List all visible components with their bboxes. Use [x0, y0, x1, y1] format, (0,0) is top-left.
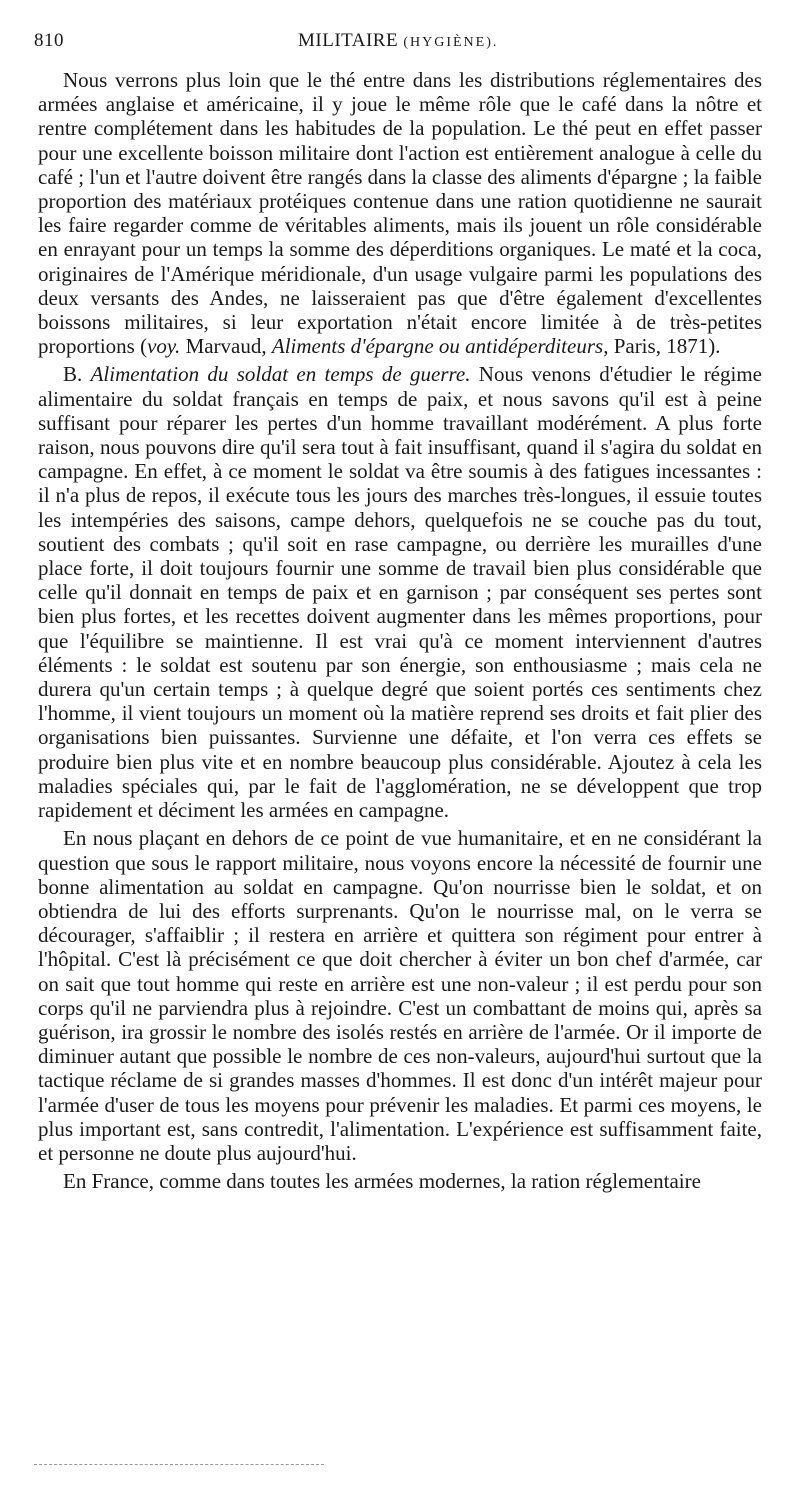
running-head	[34, 30, 774, 60]
body-text	[38, 68, 762, 1193]
paragraph-france-ration-text: En France, comme dans toutes les armées modernes, la ration réglementaire	[63, 1169, 701, 1194]
reference-voy: voy.	[147, 334, 181, 359]
running-title-subtitle: (HYGIÈNE).	[403, 35, 499, 50]
running-title	[298, 30, 498, 52]
paragraph-tea-text: Nous verrons plus loin que le thé entre dans les distributions réglementaires des armées anglaise et américaine, il y joue le même rôle que le café dans la nôtre et rentre complétement dans les habitudes de la population. Le thé peut en effet passer pour une excellente boisson militaire dont l'action est entièrement analogue à celle du café ; l'un et l'autre doivent être rangés dans la classe des aliments d'épargne ; la faible proportion des matériaux protéiques contenue dans une ration quotidienne ne saurait les faire regarder comme de véritables aliments, mais ils jouent un rôle considérable en enrayant pour un temps la somme des déperditions organiques. Le maté et la coca, originaires de l'Amérique méridionale, d'un usage vulgaire parmi les populations des deux versants des Andes, ne laisseraient pas que d'être également d'excellentes boissons militaires, si leur exportation n'était encore limitée à de très-petites proportions (	[38, 68, 762, 359]
running-title-main: MILITAIRE	[298, 30, 399, 51]
section-letter: B.	[63, 362, 91, 387]
reference-end: , Paris, 1871).	[603, 334, 721, 359]
paragraph-tea	[38, 68, 762, 358]
paragraph-war-alimentation	[38, 362, 762, 822]
paragraph-war-alimentation-text: Nous venons d'étudier le régime alimentaire du soldat français en temps de paix, et nous savons qu'il est à peine suffisant pour réparer les pertes d'un homme travaillant modérément. A plus forte raison, nous pouvons dire qu'il sera tout à fait insuffisant, quand il s'agira du soldat en campagne. En effet, à ce moment le soldat va être soumis à des fatigues incessantes : il n'a plus de repos, il exécute tous les jours des marches très-longues, il essuie toutes les intempéries des saisons, campe dehors, quelquefois ne se couche pas du tout, soutient des combats ; qu'il soit en rase campagne, ou derrière les murailles d'une place forte, il doit toujours fournir une somme de travail bien plus considérable que celle qu'il donnait en temps de paix et en garnison ; par conséquent ses pertes sont bien plus fortes, et les recettes doivent augmenter dans les mêmes proportions, pour que l'équilibre se maintienne. Il est vrai qu'à ce moment interviennent d'autres éléments : le soldat est soutenu par son énergie, son enthousiasme ; mais cela ne durera qu'un certain temps ; à quelque degré que soient portés ces sentiments chez l'homme, il vient toujours un moment où la matière reprend ses droits et fait plier des organisations bien puissantes. Survienne une défaite, et l'on verra ces effets se produire bien plus vite et en nombre beaucoup plus considérable. Ajoutez à cela les maladies spéciales qui, par le fait de l'agglomération, ne se développent que trop rapidement et déciment les armées en campagne.	[38, 362, 762, 823]
footer-rule	[34, 1464, 324, 1465]
paragraph-france-ration	[38, 1169, 762, 1193]
paragraph-military-view	[38, 826, 762, 1165]
reference-author: Marvaud,	[180, 334, 272, 359]
reference-title: Aliments d'épargne ou antidéperditeurs	[271, 334, 604, 359]
page-number: 810	[34, 30, 64, 51]
paragraph-military-view-text: En nous plaçant en dehors de ce point de vue humanitaire, et en ne considérant la question que sous le rapport militaire, nous voyons encore la nécessité de fournir une bonne alimentation au soldat en campagne. Qu'on nourrisse bien le soldat, et on obtiendra de lui des efforts surprenants. Qu'on le nourrisse mal, on le verra se décourager, s'affaiblir ; il restera en arrière et quittera son régiment pour entrer à l'hôpital. C'est là précisément ce que doit chercher à éviter un bon chef d'armée, car on sait que tout homme qui reste en arrière est une non-valeur ; il est perdu pour son corps qu'il ne parviendra plus à rejoindre. C'est un combattant de moins qui, après sa guérison, ira grossir le nombre des isolés restés en arrière de l'armée. Or il importe de diminuer autant que possible le nombre de ces non-valeurs, aujourd'hui surtout que la tactique réclame de si grandes masses d'hommes. Il est donc d'un intérêt majeur pour l'armée d'user de tous les moyens pour prévenir les maladies. Et parmi ces moyens, le plus important est, sans contredit, l'alimentation. L'expérience est suffisamment faite, et personne ne doute plus aujourd'hui.	[38, 826, 762, 1165]
section-heading: Alimentation du soldat en temps de guerre.	[90, 362, 471, 387]
